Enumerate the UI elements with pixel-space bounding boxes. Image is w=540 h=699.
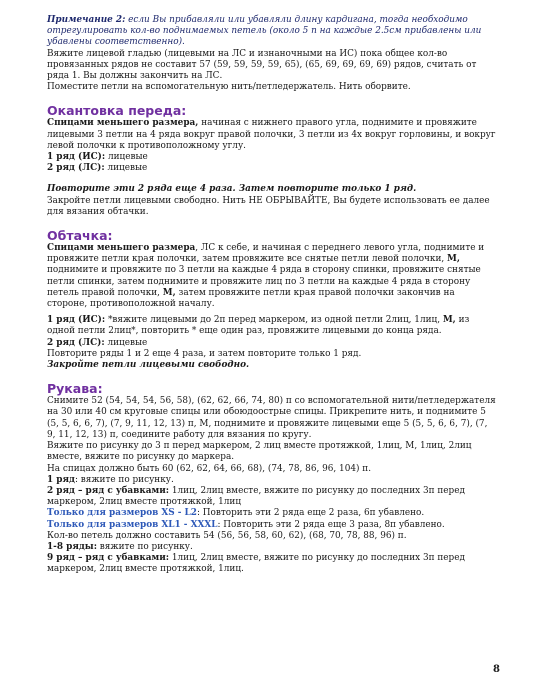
front-band-close: Закройте петли лицевыми свободно. Нить НЕ ОБРЫВАЙТЕ, Вы будете использовать ее далее для вязания обтачки. <box>47 195 490 217</box>
sleeves-row-2 <box>47 486 497 508</box>
sleeves-xl-text: : Повторить эти 2 ряда еще 3 раза, 8п убавлено. <box>217 519 445 530</box>
facing-row-1-label: 1 ряд (ИС): <box>47 315 106 326</box>
facing-text-2: поднимите и провяжите по 3 петли на каждые 4 ряда в сторону спинки, провяжите снятые петли спинки, затем поднимите и провяжите лиц по 3 петли на каждые 4 ряда в сторону петель правой полочки, <box>47 265 481 298</box>
facing-close: Закройте петли лицевыми свободно. <box>47 360 250 371</box>
facing-row-2 <box>47 338 497 349</box>
note-paragraph <box>47 15 497 49</box>
note-colon: : <box>122 15 126 25</box>
facing-row-2-label: 2 ряд (ЛС): <box>47 337 105 348</box>
front-band-intro-bold: Спицами меньшего размера, <box>47 118 199 129</box>
sleeves-row-9 <box>47 553 497 575</box>
front-band-row-2-text: лицевые <box>104 163 148 174</box>
facing-row-2-text: лицевые <box>104 337 148 348</box>
sleeves-xl-note <box>47 520 497 531</box>
sleeves-xs-text: : Повторить эти 2 ряда еще 2 раза, 6п убавлено. <box>196 508 425 519</box>
facing-row-1-marker: М, <box>442 315 456 326</box>
note-lead: Примечание 2 <box>47 15 123 25</box>
front-band-row-2-label: 2 ряд (ЛС): <box>47 163 105 174</box>
facing-intro-bold: Спицами меньшего размера <box>47 243 196 254</box>
front-band-row-1-text: лицевые <box>105 152 148 163</box>
facing-marker-2: М, <box>162 287 176 298</box>
note-body-2: Поместите петли на вспомогательную нить/петледержатель. Нить оборвите. <box>47 82 411 93</box>
heading-facing: Обтачка: <box>47 228 113 244</box>
facing-row-1 <box>47 315 497 337</box>
front-band-row-1 <box>47 152 497 163</box>
note-body-1: Вяжите лицевой гладью (лицевыми на ЛС и изнаночными на ИС) пока общее кол-во провязанных рядов не составит 57 (59, 59, 59, 59, 65), (65, 69, 69, 69, 69) рядов, считать от ряда 1. Вы должны закончить на ЛС. <box>47 48 477 82</box>
page-content <box>47 15 497 576</box>
facing-text-3: затем провяжите петли края правой полочки закончив на стороне, противоположной началу. <box>47 287 455 310</box>
facing-intro <box>47 243 497 310</box>
facing-repeat: Повторите ряды 1 и 2 еще 4 раза, и затем повторите только 1 ряд. <box>47 348 362 359</box>
front-band-row-2 <box>47 163 497 174</box>
sleeves-row-2-label: 2 ряд – ряд с убавками: <box>47 485 170 496</box>
sleeves-stitch-count: Кол-во петель должно составить 54 (56, 56, 58, 60, 62), (68, 70, 78, 88, 96) п. <box>47 530 407 541</box>
sleeves-rows-1-8-text: вяжите по рисунку. <box>96 541 193 552</box>
front-band-row-1-label: 1 ряд (ИС): <box>47 152 106 163</box>
facing-row-1-text: *вяжите лицевыми до 2п перед маркером, из одной петли 2лиц, 1лиц, <box>105 315 443 326</box>
sleeves-rows-1-8-label: 1-8 ряды: <box>47 541 97 552</box>
sleeves-xl-label: Только для размеров XL1 - XXXL <box>47 519 218 530</box>
sleeves-paragraph-3: На спицах должно быть 60 (62, 62, 64, 66, 68), (74, 78, 86, 96, 104) п. <box>47 463 372 474</box>
sleeves-row-9-label: 9 ряд – ряд с убавками: <box>47 553 170 564</box>
sleeves-row-9-text: 1лиц, 2лиц вместе, вяжите по рисунку до последних 3п перед маркером, 2лиц вместе протяжкой, 1лиц. <box>47 553 465 575</box>
note-text: если Вы прибавляли или убавляли длину кардигана, тогда необходимо отрегулировать кол-во поднимаемых петель (около 5 п на каждые 2.5см прибавлены или убавлены соответственно). <box>47 15 482 48</box>
page-number: 8 <box>493 664 500 675</box>
sleeves-row-1 <box>47 475 497 486</box>
facing-marker-1: М, <box>447 254 460 265</box>
facing-text-1: , ЛС к себе, и начиная с переднего левого угла, поднимите и провяжите петли края полочки, затем провяжите все снятые петли левой полочки, <box>47 243 485 265</box>
sleeves-paragraph-2: Вяжите по рисунку до 3 п перед маркером, 2 лиц вместе протяжкой, 1лиц, М, 1лиц, 2лиц вместе, вяжите по рисунку до маркера. <box>47 441 472 463</box>
heading-front-band: Окантовка переда: <box>47 103 187 119</box>
facing-row-1-text-2: из одной петли 2лиц*, повторить * еще один раз, провяжите лицевыми до конца ряда. <box>47 315 470 337</box>
front-band-intro-text: начиная с нижнего правого угла, поднимите и провяжите лицевыми 3 петли на 4 ряда вокруг правой полочки, 3 петли из 4х вокруг горловины, и вокруг левой полочки к противоположному углу. <box>47 118 496 151</box>
sleeves-xs-note <box>47 508 497 519</box>
sleeves-row-1-label: 1 ряд <box>47 474 75 485</box>
sleeves-paragraph-1: Снимите 52 (54, 54, 54, 56, 58), (62, 62, 66, 74, 80) п со вспомогательной нити/петледержателя на 30 или 40 см круговые спицы или обоюдоострые спицы. Прикрепите нить, и поднимите 5 (5, 5, 6, 6, 7), (7, 9, 11, 12, 13) п, М, поднимите и провяжите лицевыми еще 5 (5, 5, 6, 6, 7), (7, 9, 11, 12, 13) п, соедините работу для вязания по кругу. <box>47 396 496 440</box>
sleeves-row-1-text: : вяжите по рисунку. <box>74 474 174 485</box>
front-band-intro <box>47 118 497 152</box>
heading-sleeves: Рукава: <box>47 381 103 397</box>
sleeves-row-2-text: 1лиц, 2лиц вместе, вяжите по рисунку до последних 3п перед маркером, 2лиц вместе протяжкой, 1лиц <box>47 485 465 508</box>
sleeves-xs-label: Только для размеров XS - L2 <box>47 508 197 519</box>
front-band-repeat: Повторите эти 2 ряда еще 4 раза. Затем повторите только 1 ряд. <box>47 184 417 195</box>
sleeves-rows-1-8 <box>47 542 497 553</box>
